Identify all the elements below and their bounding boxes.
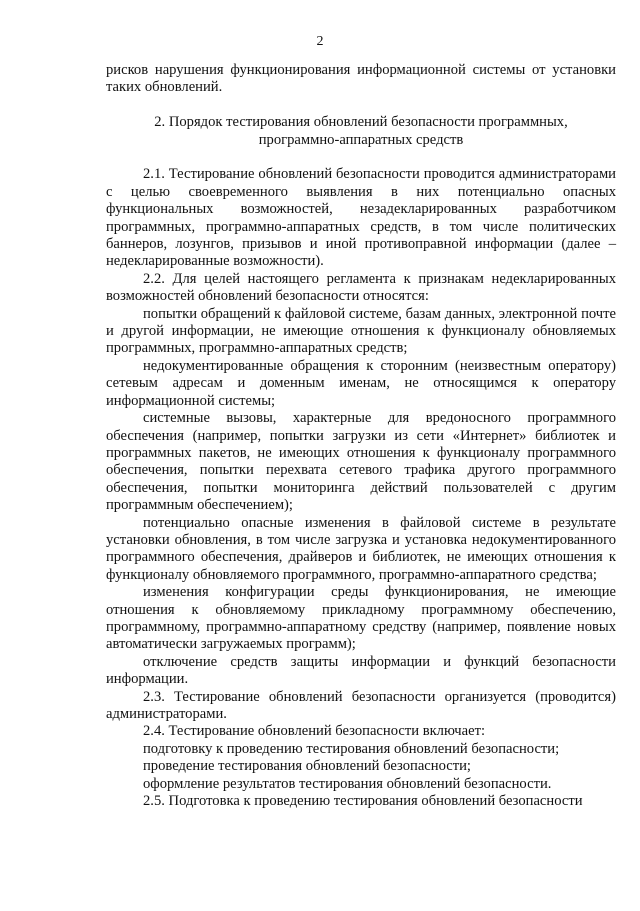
list-item: потенциально опасные изменения в файловой системе в результате установки обновления, в том числе загрузка и установка недокументированного программного обеспечения, драйверов и библиотек, не имеющих отношения к функционалу обновляемого программного, программно-аппаратного средства; bbox=[106, 514, 616, 583]
list-item: системные вызовы, характерные для вредоносного программного обеспечения (например, попытки загрузки из сети «Интернет» библиотек и программных пакетов, не имеющих отношения к функционалу программного обеспечения, попытки перехвата сетевого трафика другого программного обеспечения, попытки мониторинга действий пользователей с другим программным обеспечением); bbox=[106, 410, 616, 514]
list-item: изменения конфигурации среды функционирования, не имеющие отношения к обновляемому прикладному программному обеспечению, программному, программно-аппаратному средству (например, появление новых автоматически загружаемых программ); bbox=[106, 584, 616, 653]
section-heading: 2. Порядок тестирования обновлений безопасности программных, программно-аппаратных средств bbox=[154, 114, 568, 148]
list-item: оформление результатов тестирования обновлений безопасности. bbox=[143, 775, 552, 792]
page-number: 2 bbox=[316, 34, 324, 49]
list-item: недокументированные обращения к сторонним (неизвестным оператору) сетевым адресам и доменным именам, не относящимся к оператору информационной системы; bbox=[106, 357, 616, 409]
paragraph-continuation: рисков нарушения функционирования информационной системы от установки таких обновлений. bbox=[106, 62, 616, 96]
paragraph-2-5: 2.5. Подготовка к проведению тестирования обновлений безопасности bbox=[143, 793, 583, 810]
document-body bbox=[106, 62, 616, 810]
list-item: попытки обращений к файловой системе, базам данных, электронной почте и другой информации, не имеющие отношения к функционалу обновляемых программных, программно-аппаратных средств; bbox=[106, 305, 616, 357]
list-item: проведение тестирования обновлений безопасности; bbox=[143, 758, 471, 775]
paragraph-2-1: 2.1. Тестирование обновлений безопасности проводится администраторами с целью своевременного выявления в них потенциально опасных функциональных возможностей, незадекларированных разработчиком программных, программно-аппаратных средств, в том числе политических баннеров, лозунгов, призывов и иной противоправной информации (далее – недекларированные возможности). bbox=[106, 166, 616, 270]
list-item: подготовку к проведению тестирования обновлений безопасности; bbox=[143, 740, 560, 757]
paragraph-2-2: 2.2. Для целей настоящего регламента к признакам недекларированных возможностей обновлений безопасности относятся: bbox=[106, 270, 616, 305]
list-item: отключение средств защиты информации и функций безопасности информации. bbox=[106, 653, 616, 688]
paragraph-2-3: 2.3. Тестирование обновлений безопасности организуется (проводится) администраторами. bbox=[106, 688, 616, 722]
paragraph-2-4: 2.4. Тестирование обновлений безопасности включает: bbox=[143, 723, 486, 740]
